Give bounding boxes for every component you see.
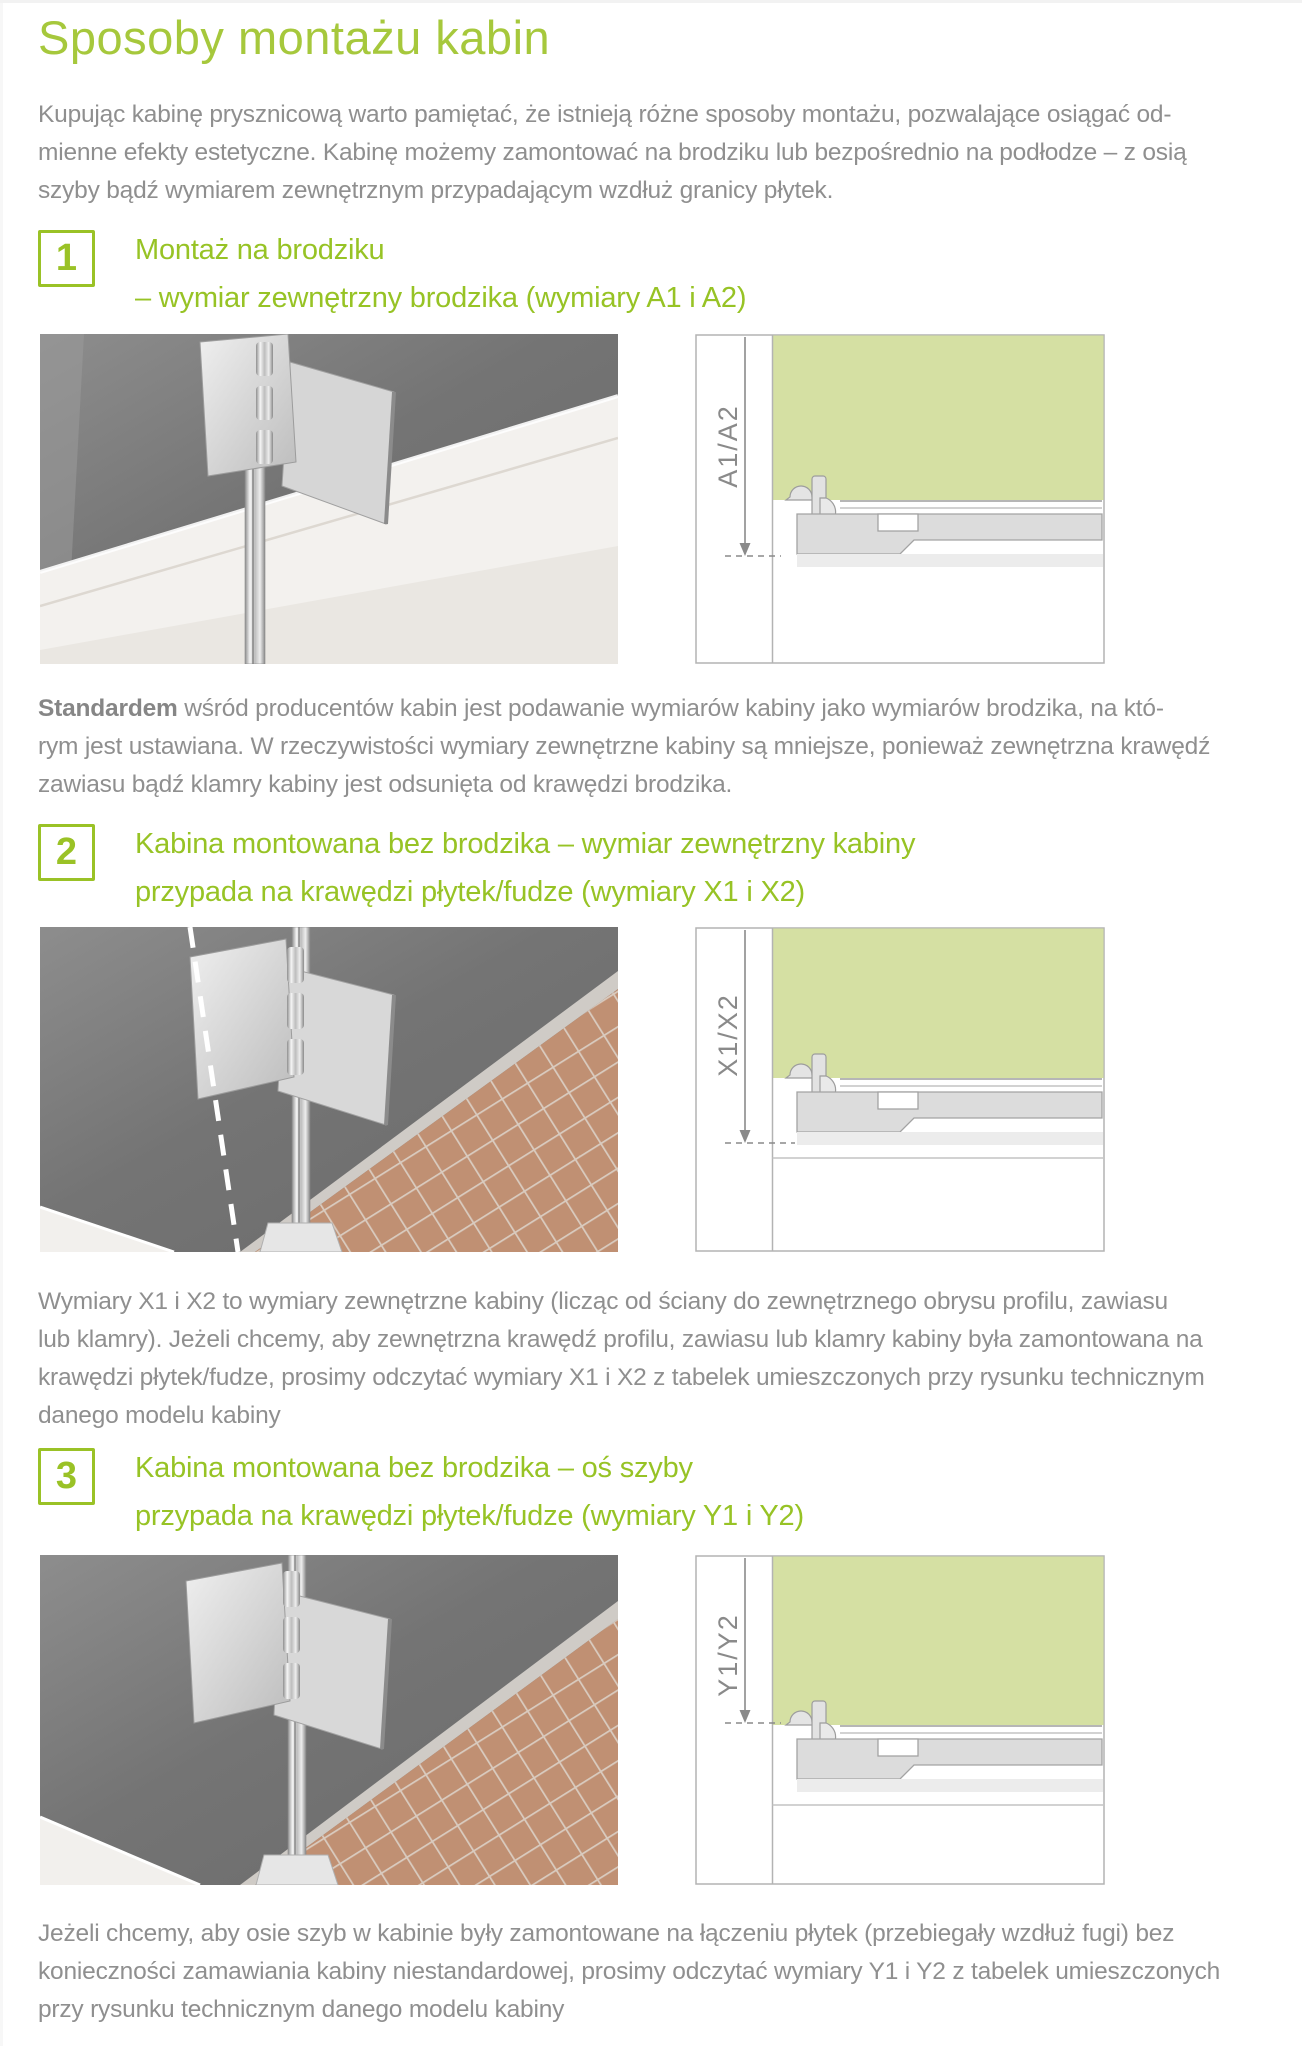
shower-tiles-hinge-photo [40, 1555, 618, 1885]
hinge-knuckle [287, 993, 304, 1029]
section-3-header [38, 1444, 804, 1540]
section-2-paragraph [38, 1283, 1278, 1435]
section-number-badge: 1 [38, 230, 95, 287]
section-2-figures [40, 927, 1105, 1252]
section-3-heading [135, 1444, 804, 1540]
section-2-header [38, 820, 915, 916]
dimension-label: A1/A2 [713, 404, 743, 488]
paragraph-line: przy rysunku technicznym danego modelu kabiny [38, 1996, 565, 2023]
intro-line: Kupując kabinę prysznicową warto pamiętać, że istnieją różne sposoby montażu, pozwalające osiągać od- [38, 101, 1172, 128]
section-3-paragraph [38, 1915, 1278, 2029]
section-2-heading [135, 820, 915, 916]
paragraph-line: Standardem wśród producentów kabin jest podawanie wymiarów kabiny jako wymiarów brodzika, na któ- [38, 695, 1164, 722]
shower-tiles-hinge-photo-dashed [40, 927, 618, 1252]
hinge-knuckle [287, 947, 304, 983]
hinge-glass-plate [190, 939, 294, 1099]
dimension-label: X1/X2 [713, 993, 743, 1077]
glass-panel-area [773, 336, 1104, 501]
paragraph-line: Jeżeli chcemy, aby osie szyb w kabinie były zamontowane na łączeniu płytek (przebiegały wzdłuż fugi) bez [38, 1920, 1175, 1947]
section-1-header [38, 226, 746, 322]
intro-line: szyby bądź wymiarem zewnętrznym przypadającym wzdłuż granicy płytek. [38, 177, 834, 204]
hinge-knuckle [287, 1039, 304, 1075]
hinge-knuckle [283, 1663, 300, 1699]
section-1-figures [40, 334, 1105, 664]
page-title: Sposoby montażu kabin [38, 11, 551, 64]
hinge-glass-plate [200, 334, 296, 476]
hinge-knuckle [283, 1571, 300, 1607]
glass-panel-area [773, 1557, 1104, 1726]
section-heading-line: przypada na krawędzi płytek/fudze (wymiary X1 i X2) [135, 876, 805, 908]
paragraph-line: rym jest ustawiana. W rzeczywistości wymiary zewnętrzne kabiny są mniejsze, ponieważ zewnętrzna krawędź [38, 733, 1211, 760]
hinge-knuckle [283, 1617, 300, 1653]
paragraph-line: zawiasu bądź klamry kabiny jest odsunięta od krawędzi brodzika. [38, 771, 733, 798]
hinge-knuckle [256, 386, 273, 420]
intro-line: mienne efekty estetyczne. Kabinę możemy zamontować na brodziku lub bezpośrednio na podłodze – z osią [38, 139, 1187, 166]
paragraph-line: lub klamry). Jeżeli chcemy, aby zewnętrzna krawędź profilu, zawiasu lub klamry kabiny była zamontowana na [38, 1326, 1203, 1353]
section-1-paragraph [38, 690, 1278, 804]
section-1-heading [135, 226, 746, 322]
paragraph-line: krawędzi płytek/fudze, prosimy odczytać wymiary X1 i X2 z tabelek umieszczonych przy rysunku technicznym [38, 1364, 1205, 1391]
section-heading-line: przypada na krawędzi płytek/fudze (wymiary Y1 i Y2) [135, 1500, 804, 1532]
bold-lead: Standardem [38, 695, 178, 722]
section-heading-line: Montaż na brodziku [135, 234, 385, 266]
paragraph-line: konieczności zamawiania kabiny niestandardowej, prosimy odczytać wymiary Y1 i Y2 z tabelek umieszczonych [38, 1958, 1221, 1985]
paragraph-line: danego modelu kabiny [38, 1402, 281, 1429]
profile-foot [260, 1223, 342, 1252]
mounting-diagram-x [695, 927, 1105, 1252]
hinge-glass-plate [186, 1563, 290, 1723]
mounting-diagram-y [695, 1555, 1105, 1885]
section-number-badge: 2 [38, 824, 95, 881]
section-number-badge: 3 [38, 1448, 95, 1505]
section-heading-line: Kabina montowana bez brodzika – oś szyby [135, 1452, 693, 1484]
hinge-knuckle [256, 430, 273, 464]
mounting-diagram-a [695, 334, 1105, 664]
section-heading-line: Kabina montowana bez brodzika – wymiar zewnętrzny kabiny [135, 828, 916, 860]
profile-foot [256, 1855, 338, 1885]
section-3-figures [40, 1555, 1105, 1885]
dimension-label: Y1/Y2 [713, 1613, 743, 1697]
shower-tray-hinge-photo [40, 334, 618, 664]
section-heading-line: – wymiar zewnętrzny brodzika (wymiary A1 i A2) [135, 282, 747, 314]
hinge-knuckle [256, 342, 273, 376]
paragraph-line: Wymiary X1 i X2 to wymiary zewnętrzne kabiny (licząc od ściany do zewnętrznego obrysu profilu, zawiasu [38, 1288, 1168, 1315]
intro-paragraph [38, 96, 1278, 210]
